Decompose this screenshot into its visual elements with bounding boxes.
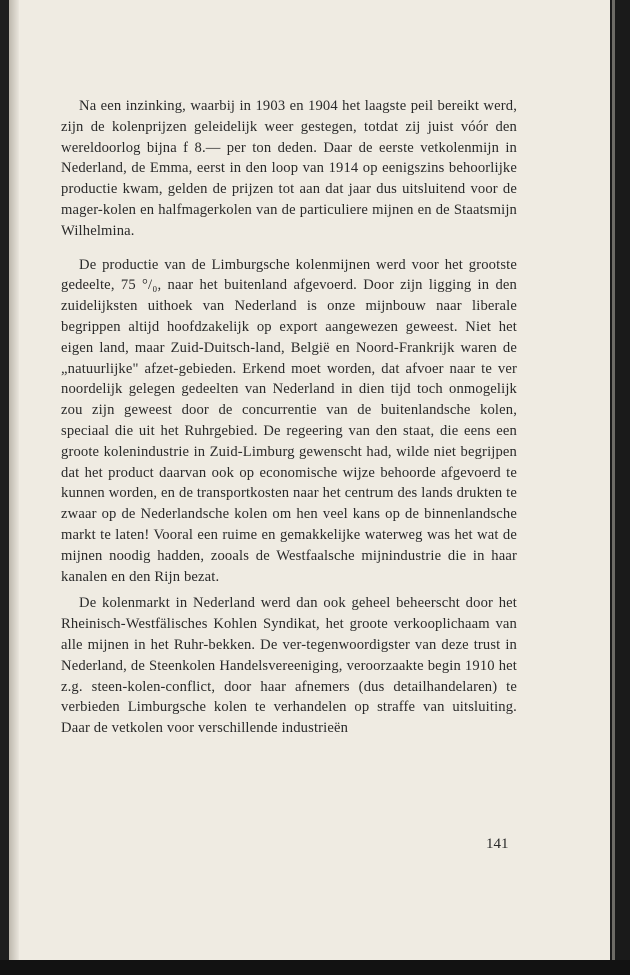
page-edge	[612, 0, 615, 960]
page-number: 141	[486, 836, 509, 852]
body-text	[61, 96, 517, 739]
scan-border-bottom	[0, 960, 630, 975]
scan-border-right	[610, 0, 630, 975]
paragraph-2: De productie van de Limburgsche kolenmijnen werd voor het grootste gedeelte, 75 °/₀, naar het buitenland afgevoerd. Door zijn ligging in den zuidelijksten uithoek van Nederland is onze mijnbouw naar liberale begrippen altijd hoofdzakelijk op export aangewezen geweest. Niet het eigen land, maar Zuid-Duitsch-land, België en Noord-Frankrijk waren de „natuurlijke" afzet-gebieden. Erkend moet worden, dat afvoer naar te ver noordelijk gelegen gedeelten van Nederland in dien tijd toch onmogelijk zou zijn geweest door de concurrentie van de buitenlandsche kolen, speciaal die uit het Ruhrgebied. De regeering van den staat, die eens een groote kolenindustrie in Zuid-Limburg gewenscht had, wilde niet begrijpen dat het product daarvan ook op economische wijze behoorde afgevoerd te kunnen worden, en de transportkosten naar het centrum des lands drukten te zwaar op de Nederlandsche kolen om hen veel kans op de binnenlandsche markt te laten! Vooral een ruime en gemakkelijke waterweg was het wat de mijnen noodig hadden, zooals de Westfaalsche mijnindustrie die in haar kanalen en den Rijn bezat.	[61, 256, 517, 585]
scan-border-left	[0, 0, 9, 975]
page-gutter-shadow	[9, 0, 19, 960]
paragraph-1: Na een inzinking, waarbij in 1903 en 1904 het laagste peil bereikt werd, zijn de kolenprijzen geleidelijk weer gestegen, totdat zij juist vóór den wereldoorlog bijna f 8.— per ton deden. Daar de eerste vetkolenmijn in Nederland, de Emma, eerst in den loop van 1914 op eenigszins behoorlijke productie kwam, gelden de prijzen tot aan dat jaar dus uitsluitend voor de mager-kolen en halfmagerkolen van de particuliere mijnen en de Staatsmijn Wilhelmina.	[61, 98, 517, 239]
paragraph-3: De kolenmarkt in Nederland werd dan ook geheel beheerscht door het Rheinisch-Westfälisches Kohlen Syndikat, het groote verkooplichaam van alle mijnen in het Ruhr-bekken. De ver-tegenwoordigster van deze trust in Nederland, de Steenkolen Handelsvereeniging, veroorzaakte begin 1910 het z.g. steen-kolen-conflict, door haar afnemers (dus detailhandelaren) te verbieden Limburgsche kolen te verhandelen op straffe van uitsluiting. Daar de vetkolen voor verschillende industrieën	[61, 595, 517, 737]
